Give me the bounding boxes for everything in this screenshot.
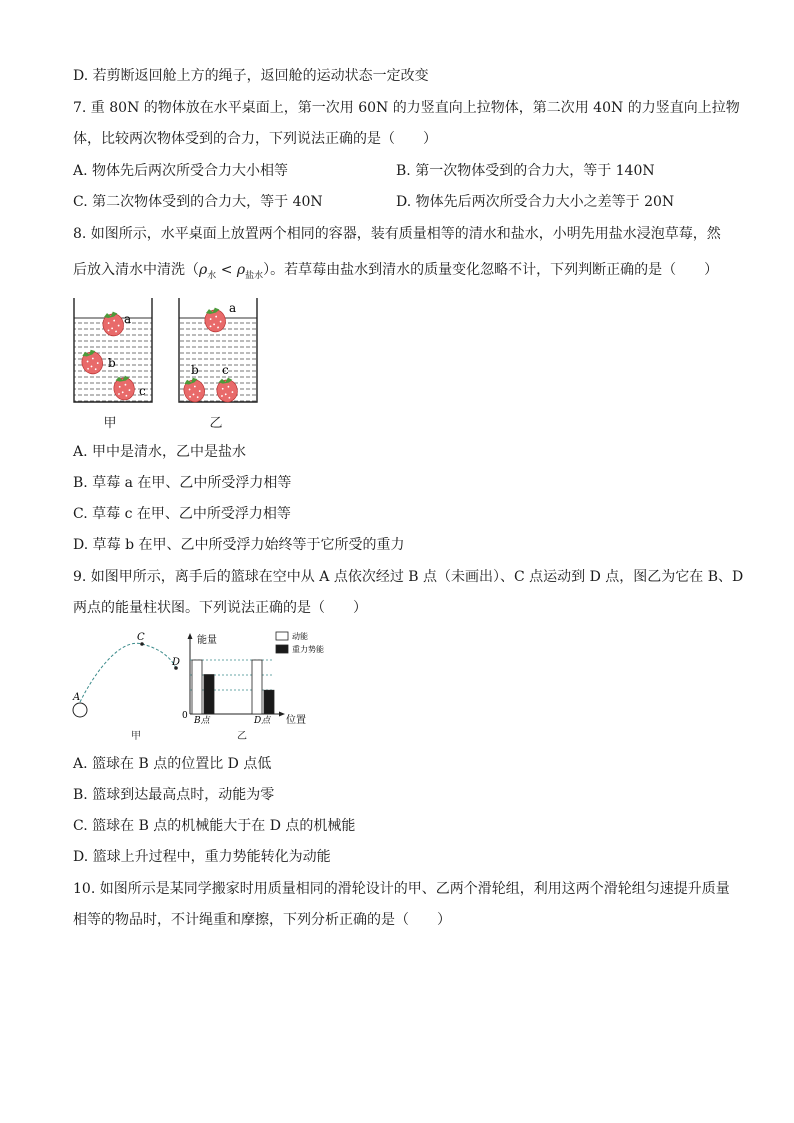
q8-text-b: ）。若草莓由盐水到清水的质量变化忽略不计，下列判断正确的是（ ） (263, 262, 719, 278)
category-label: B点 (194, 716, 210, 726)
rho-subscript-saltwater: 盐水 (245, 270, 264, 281)
legend-swatch-kinetic (276, 632, 288, 640)
basketball-icon (73, 703, 87, 717)
label-c: c (222, 363, 229, 377)
rho-symbol: ρ (199, 262, 208, 278)
q9-stem-line2: 两点的能量柱状图。下列说法正确的是（ ） (73, 600, 367, 616)
q9-option-a: A. 篮球在 B 点的位置比 D 点低 (73, 756, 272, 772)
label-b: b (108, 356, 116, 370)
q8-stem-line2 (73, 260, 718, 286)
q8-option-a: A. 甲中是清水，乙中是盐水 (73, 444, 247, 460)
label-c: c (139, 384, 146, 398)
trajectory-path (80, 643, 176, 702)
energy-bar-chart (178, 630, 338, 730)
q9-stem-line1: 9. 如图甲所示，离手后的篮球在空中从 A 点依次经过 B 点（未画出）、C 点运动到 D 点，图乙为它在 B、D (73, 569, 744, 585)
q7-option-a: A. 物体先后两次所受合力大小相等 (73, 163, 289, 179)
label-a: a (124, 312, 132, 326)
x-axis-arrow-icon (279, 712, 285, 717)
q8-stem-line1: 8. 如图所示，水平桌面上放置两个相同的容器，装有质量相等的清水和盐水，小明先用盐水浸泡草莓，然 (73, 226, 721, 242)
q7-stem-line1: 7. 重 80N 的物体放在水平桌面上，第一次用 60N 的力竖直向上拉物体，第二次用 40N 的力竖直向上拉物 (73, 100, 740, 116)
q8-option-b: B. 草莓 a 在甲、乙中所受浮力相等 (73, 475, 292, 491)
rho-subscript-water: 水 (207, 270, 217, 281)
container-yi (179, 298, 257, 405)
label-b: b (191, 363, 199, 377)
point-d-label: D (172, 657, 181, 668)
q6-option-d: D. 若剪断返回舱上方的绳子，返回舱的运动状态一定改变 (73, 68, 429, 84)
bar-kinetic-d (252, 660, 262, 714)
rho-symbol: ρ (236, 262, 246, 278)
q7-option-c: C. 第二次物体受到的合力大，等于 40N (73, 194, 323, 210)
basketball-trajectory-figure (66, 630, 196, 730)
y-axis-label: 能量 (197, 635, 217, 646)
fig8-caption-yi: 乙 (209, 416, 223, 431)
container-jia (74, 298, 152, 402)
q10-stem-line1: 10. 如图所示是某同学搬家时用质量相同的滑轮设计的甲、乙两个滑轮组，利用这两个滑轮组匀速提升质量 (73, 881, 730, 897)
less-than-sign: < (216, 262, 237, 278)
point-a-label: A (73, 692, 81, 703)
bar-potential-d (264, 690, 274, 714)
q8-text-a: 后放入清水中清洗（ (73, 262, 199, 278)
legend-swatch-potential (276, 645, 288, 653)
q7-option-d: D. 物体先后两次所受合力大小之差等于 20N (396, 194, 675, 210)
point-c-label: C (137, 632, 145, 643)
fig8-caption-jia: 甲 (103, 416, 117, 431)
y-axis-arrow-icon (188, 633, 193, 639)
q8-option-c: C. 草莓 c 在甲、乙中所受浮力相等 (73, 506, 291, 522)
q8-option-d: D. 草莓 b 在甲、乙中所受浮力始终等于它所受的重力 (73, 537, 405, 553)
category-label: D点 (254, 716, 271, 726)
bar-potential-b (204, 675, 214, 714)
legend-label-potential: 重力势能 (292, 645, 324, 654)
fig9-caption-yi: 乙 (237, 731, 247, 742)
q7-option-b: B. 第一次物体受到的合力大，等于 140N (396, 163, 655, 179)
fig9-caption-jia: 甲 (131, 731, 141, 742)
q9-option-b: B. 篮球到达最高点时，动能为零 (73, 787, 275, 803)
q7-stem-line2: 体，比较两次物体受到的合力，下列说法正确的是（ ） (73, 131, 437, 147)
q9-option-d: D. 篮球上升过程中，重力势能转化为动能 (73, 849, 331, 865)
bar-kinetic-b (192, 660, 202, 714)
q9-option-c: C. 篮球在 B 点的机械能大于在 D 点的机械能 (73, 818, 356, 834)
strawberry-containers-figure (66, 296, 266, 432)
x-axis-label: 位置 (286, 715, 306, 726)
q10-stem-line2: 相等的物品时，不计绳重和摩擦，下列分析正确的是（ ） (73, 912, 451, 928)
legend-label-kinetic: 动能 (292, 632, 308, 641)
origin-label: 0 (182, 711, 188, 721)
label-a: a (229, 301, 237, 315)
